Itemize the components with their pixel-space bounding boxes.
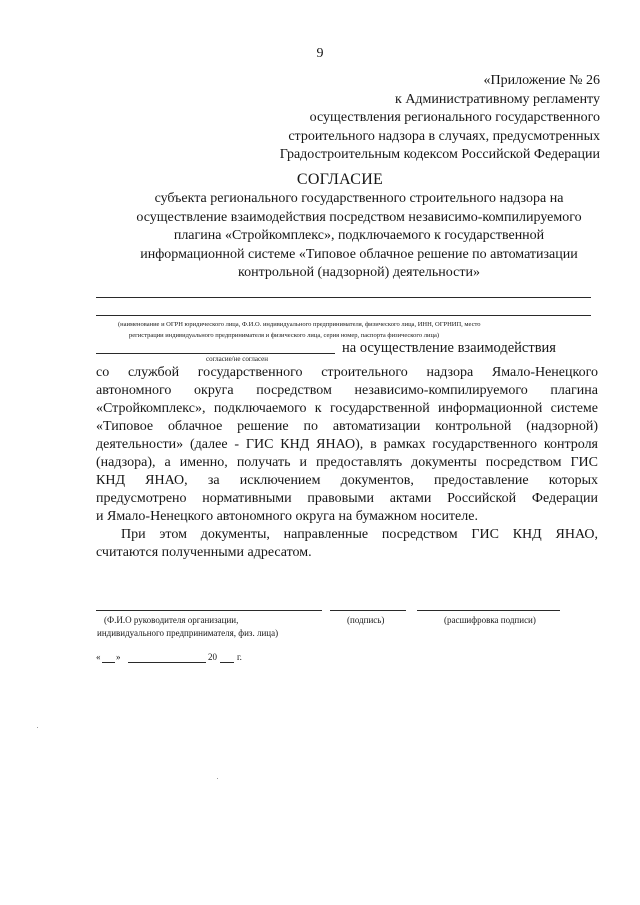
date-year-suffix: г. xyxy=(237,652,242,662)
body-line: предусмотрено нормативными правовыми актами Российской Федерации xyxy=(96,491,598,506)
interaction-text: на осуществление взаимодействия xyxy=(342,340,556,356)
subtitle-line: субъекта регионального государственного строительного надзора на xyxy=(154,191,564,206)
date-day-field[interactable] xyxy=(102,662,115,663)
paragraph-line: При этом документы, направленные посредством ГИС КНД ЯНАО, xyxy=(121,527,598,542)
subtitle-line: плагина «Стройкомплекс», подключаемого к государственной xyxy=(173,228,545,243)
appendix-line: Градостроительным кодексом Российской Федерации xyxy=(279,147,600,162)
date-year-field[interactable] xyxy=(220,662,234,663)
subtitle-line: контрольной (надзорной) деятельности» xyxy=(238,265,480,280)
page-number: 9 xyxy=(316,46,324,61)
signature-decode-field-line[interactable] xyxy=(417,610,560,611)
scan-speck xyxy=(37,727,38,728)
consent-field-line[interactable] xyxy=(96,353,335,354)
appendix-line: строительного надзора в случаях, предусмотренных xyxy=(288,128,600,144)
consent-field-note: согласие/не согласен xyxy=(206,355,268,363)
appendix-line: к Административному регламенту xyxy=(395,91,600,107)
body-line: автономного округа посредством независимо-компилируемого плагина xyxy=(96,383,598,398)
appendix-header xyxy=(180,72,600,165)
date-close-quote: » xyxy=(116,652,121,662)
applicant-field-line-1[interactable] xyxy=(96,297,591,298)
signature-field-line[interactable] xyxy=(330,610,406,611)
fio-label: (Ф.И.О руководителя организации, xyxy=(104,615,239,625)
body-line: «Стройкомплекс», подключаемого к государственной информационной системе xyxy=(96,401,598,416)
body-line: и Ямало-Ненецкого автономного округа на бумажном носителе. xyxy=(96,509,478,524)
applicant-field-note: (наименование и ОГРН юридического лица, Ф.И.О. индивидуального предпринимателя, физического лица, ИНН, ОГРНИП, место xyxy=(118,321,481,328)
fio-field-line[interactable] xyxy=(96,610,322,611)
date-open-quote: « xyxy=(96,652,101,662)
subtitle-line: осуществление взаимодействия посредством независимо-компилируемого xyxy=(136,209,582,225)
document-title: СОГЛАСИЕ xyxy=(296,171,384,188)
signature-label: (подпись) xyxy=(347,615,385,625)
subtitle-line: информационной системе «Типовое облачное решение по автоматизации xyxy=(140,246,578,262)
date-year-prefix: 20 xyxy=(208,652,217,662)
paragraph-line: считаются полученными адресатом. xyxy=(96,545,312,560)
applicant-field-note: регистрации индивидуального предпринимателя и физического лица, серия номер, паспорта физического лица) xyxy=(129,332,440,339)
document-subtitle xyxy=(86,190,632,283)
body-line: (надзора), а именно, получать и предоставлять документы посредством ГИС xyxy=(96,455,598,470)
signature-decode-label: (расшифровка подписи) xyxy=(444,615,536,625)
appendix-line: «Приложение № 26 xyxy=(483,73,600,88)
body-line: «Типовое облачное решение по автоматизации контрольной (надзорной) xyxy=(96,419,598,434)
applicant-field-line-2[interactable] xyxy=(96,315,591,316)
appendix-line: осуществления регионального государственного xyxy=(309,110,600,125)
fio-label: индивидуального предпринимателя, физ. лица) xyxy=(97,628,279,638)
date-month-field[interactable] xyxy=(128,662,206,663)
body-line: КНД ЯНАО, за исключением документов, предоставление которых xyxy=(96,473,598,488)
body-line: со службой государственного строительного надзора Ямало-Ненецкого xyxy=(96,365,598,380)
scan-speck xyxy=(217,778,218,779)
body-line: деятельности» (далее - ГИС КНД ЯНАО), в рамках государственного контроля xyxy=(96,437,598,452)
